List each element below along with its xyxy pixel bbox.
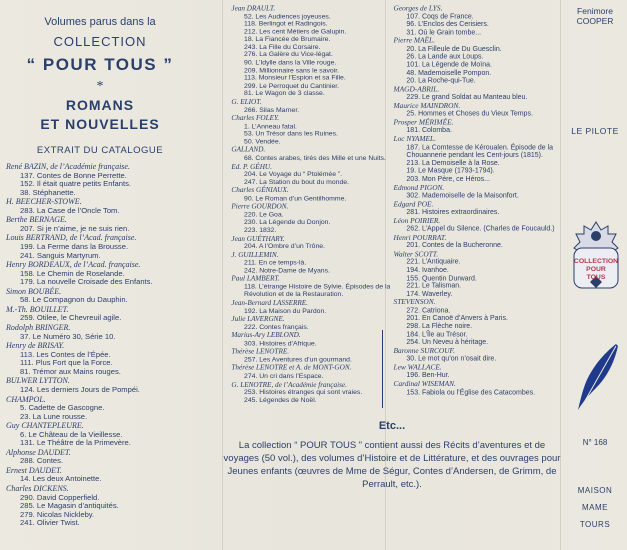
catalogue-entry: 279. Nicolas Nickleby. <box>20 509 95 519</box>
catalogue-author: Marius-Ary LEBLOND. <box>231 331 301 340</box>
catalogue-entry: 243. La Fille du Corsaire. <box>244 42 321 51</box>
catalogue-author: Lew WALLACE. <box>393 363 442 372</box>
publisher-line-maison: MAISON <box>577 486 613 495</box>
catalogue-author: Thérèse LENOTRE et A. de MONT-GON. <box>231 363 352 372</box>
catalogue-entry: 68. Contes arabes, tirés des Mille et une Nuits. <box>244 153 386 162</box>
catalogue-entry: 204. Le Voyage du “ Ptolémée ”. <box>244 169 343 178</box>
catalogue-entry: 26. La Lande aux Loups. <box>406 52 484 61</box>
feather-quill-icon <box>576 342 620 412</box>
catalogue-entry: 124. Les derniers Jours de Pompéi. <box>20 384 140 394</box>
catalogue-entry: 131. Le Théâtre de la Primevère. <box>20 438 131 448</box>
volume-number: N° 168 <box>582 438 608 447</box>
catalogue-entry: 31. Où le Grain tombe... <box>406 27 482 36</box>
catalogue-entry: 272. Catriona. <box>406 305 451 315</box>
catalogue-author: Jean-Bernard LASSERRE. <box>231 298 308 307</box>
collection-title: “ POUR TOUS ” <box>26 55 174 74</box>
catalogue-entry: 283. La Case de l’Oncle Tom. <box>20 205 120 215</box>
star-ornament: * <box>96 79 104 94</box>
catalogue-entry: 113. Les Contes de l’Épée. <box>20 349 111 359</box>
catalogue-author: BULWER LYTTON. <box>6 376 70 386</box>
catalogue-entry: 221. Le Talisman. <box>406 281 462 290</box>
catalogue-author: M.-Th. BOUILLET. <box>6 304 69 314</box>
catalogue-entry: 241. Olivier Twist. <box>20 518 80 528</box>
catalogue-author: Baronne SURCOUF. <box>393 346 455 355</box>
catalogue-entry: 199. La Ferme dans la Brousse. <box>20 241 129 251</box>
catalogue-author: Edmond PIGON. <box>393 183 445 192</box>
catalogue-author: René BAZIN, de l’Académie française. <box>6 162 130 171</box>
catalogue-entry: 113. Monsieur l’Espion et sa Fille. <box>244 73 346 82</box>
catalogue-entry: 81. Le Wagon de 3 classe. <box>244 89 325 98</box>
catalogue-entry: 213. La Demoiselle à la Rose. <box>406 158 500 167</box>
catalogue-author: Guy CHANTEPLEURE. <box>6 421 84 431</box>
catalogue-entry: 6. Le Château de la Vieillesse. <box>20 429 123 439</box>
catalogue-entry: 253. Histoires étranges qui sont vraies. <box>244 387 363 396</box>
catalogue-entry: 245. Légendes de Noël. <box>244 395 317 404</box>
catalogue-entry: 247. La Station du bout du monde. <box>244 177 349 186</box>
catalogue-entry: 38. Stéphanette. <box>20 187 76 197</box>
catalogue-entry: 137. Contes de Bonne Perrette. <box>20 170 127 180</box>
catalogue-author: G. LENOTRE, de l’Académie française. <box>231 380 347 389</box>
catalogue-entry: 50. Vendée. <box>244 137 281 146</box>
catalogue-author: Prosper MÉRIMÉE. <box>393 118 454 127</box>
catalogue-author: GALLAND. <box>231 145 266 154</box>
etc-label: Etc... <box>378 420 406 432</box>
catalogue-author: Pierre MAËL. <box>393 36 435 45</box>
catalogue-entry: 201. Contes de la Bucheronne. <box>406 240 503 250</box>
catalogue-entry: 211. En ce temps-là. <box>244 258 307 267</box>
emblem-line-pour: POUR <box>586 266 606 273</box>
catalogue-entry: 223. 1832. <box>244 225 277 234</box>
catalogue-entry: 30. Le mot qu’on n’osait dire. <box>406 354 497 363</box>
catalogue-author: Charles GÉNIAUX. <box>231 186 289 195</box>
catalogue-extract-heading: EXTRAIT DU CATALOGUE <box>36 145 164 156</box>
catalogue-entry: 209. Millionnaire sans le savoir. <box>244 65 340 74</box>
catalogue-author: Maurice MAINDRON. <box>393 101 461 110</box>
catalogue-entry: 53. Un Trésor dans les Ruines. <box>244 129 338 138</box>
catalogue-author: Julie LAVERGNE. <box>231 314 285 323</box>
catalogue-entry: 290. David Copperfield. <box>20 492 100 502</box>
intro-text: Volumes parus dans la <box>44 16 156 28</box>
catalogue-author: H. BEECHER-STOWE. <box>6 197 82 207</box>
catalogue-entry: 207. Si je n’aime, je ne suis rien. <box>20 223 130 233</box>
catalogue-entry: 229. Le grand Soldat au Manteau bleu. <box>406 92 528 101</box>
catalogue-author: Berthe BERNAGE. <box>6 215 67 225</box>
catalogue-author: Ernest DAUDET. <box>6 465 62 475</box>
catalogue-author: Paul LAMBERT. <box>231 274 280 283</box>
catalogue-entry: 221. L’Antiquaire. <box>406 257 461 266</box>
catalogue-entry: 118. Berlingot et Radingois. <box>244 19 328 28</box>
catalogue-entry: 181. Colomba. <box>406 125 452 135</box>
publisher-line-mame: MAME <box>582 503 608 512</box>
catalogue-entry: 25. Hommes et Choses du Vieux Temps. <box>406 109 533 118</box>
heading-nouvelles: ET NOUVELLES <box>40 116 160 132</box>
catalogue-author: Alphonse DAUDET. <box>6 447 71 457</box>
catalogue-entry: 14. Les deux Antoinette. <box>20 474 102 484</box>
catalogue-entry: 152. Il était quatre petits Enfants. <box>20 179 132 189</box>
catalogue-author: Léon POIRIER. <box>393 216 441 225</box>
emblem-line-collection: COLLECTION <box>573 258 619 265</box>
collection-footer <box>222 420 562 491</box>
catalogue-author: J. GUILLEMIN. <box>231 250 279 259</box>
catalogue-entry: 257. Les Aventures d’un gourmand. <box>244 355 352 364</box>
catalogue-entry: 37. Le Numéro 30, Série 10. <box>20 331 116 341</box>
bracket-divider <box>382 330 385 408</box>
catalogue-entry: 274. Un cri dans l’Espace. <box>244 371 324 380</box>
right-panel <box>388 4 556 430</box>
catalogue-entry: 192. La Maison du Pardon. <box>244 306 327 315</box>
catalogue-entry: 107. Coqs de France. <box>406 11 474 21</box>
catalogue-author: MAGD-ABRIL. <box>393 84 440 94</box>
catalogue-entry: 153. Fabiola ou l’Église des Catacombes. <box>406 387 536 396</box>
catalogue-entry: 196. Ben-Hur. <box>406 370 450 380</box>
collection-emblem-icon <box>568 218 624 294</box>
catalogue-author: Walter SCOTT. <box>393 249 439 259</box>
catalogue-entry: 187. La Comtesse de Kéroualen. Épisode de la Chouannerie pendant les Cent-jours (1815). <box>406 142 554 159</box>
catalogue-author: Charles DICKENS. <box>6 484 69 494</box>
catalogue-author: Louis BERTRAND, de l’Acad. française. <box>6 233 137 243</box>
heading-romans: ROMANS <box>65 97 135 113</box>
catalogue-author: Rodolph BRINGER. <box>6 323 71 333</box>
catalogue-entry: 5. Cadette de Gascogne. <box>20 403 105 412</box>
catalogue-entry: 203. Mon Père, ce Héros... <box>406 174 490 183</box>
catalogue-author: Jean GUÉTHARY. <box>231 234 285 243</box>
catalogue-entry: 288. Contes. <box>20 456 64 466</box>
catalogue-entry: 81. Trémor aux Mains rouges. <box>20 366 121 376</box>
catalogue-author: Thérèse LENOTRE. <box>231 347 290 356</box>
catalogue-entry: 299. Le Perroquet du Cantinier. <box>244 81 340 90</box>
catalogue-author: Cardinal WISEMAN. <box>393 379 456 389</box>
catalogue-author: Henry BORDEAUX, de l’Acad. française. <box>6 260 141 270</box>
catalogue-entry: 96. L’Enclos des Cerisiers. <box>406 19 489 29</box>
catalogue-entry: 194. Ivanhoe. <box>406 265 449 274</box>
catalogue-entry: 90. Le Roman d’un Gentilhomme. <box>244 193 347 202</box>
publisher-line-tours: TOURS <box>579 520 611 529</box>
catalogue-entry: 1. L’Anneau fatal. <box>244 121 297 130</box>
book-author <box>566 6 624 26</box>
catalogue-author: Charles FOLEY. <box>231 113 280 123</box>
catalogue-entry: 303. Histoires d’Afrique. <box>244 338 317 347</box>
catalogue-entry: 262. L’Appel du Silence. (Charles de Foucauld.) <box>406 224 555 233</box>
catalogue-author: Henri POURRAT. <box>393 233 447 242</box>
catalogue-author: Georges de LYS. <box>393 4 443 13</box>
catalogue-entry: 18. La Fiancée de Brumaire. <box>244 34 331 43</box>
catalogue-entry: 52. Les Audiences joyeuses. <box>244 11 331 20</box>
catalogue-entry: 212. Les cent Métiers de Galupin. <box>244 27 347 36</box>
catalogue-author: Ed. P. GÉHU. <box>231 162 272 171</box>
catalogue-entry: 184. L’Île au Trésor. <box>406 329 468 338</box>
collection-label: COLLECTION <box>53 34 147 49</box>
catalogue-entry: 23. La Lune rousse. <box>20 411 88 421</box>
catalogue-entry: 266. Silas Marner. <box>244 105 300 114</box>
footer-text: La collection “ POUR TOUS ” contient aussi des Récits d’aventures et de voyages (50 vol.), des volumes d’Histoire et de Littérature, et des ouvrages pour Jeunes enfants (œuvres de Mme de Ségur, Contes d’Andersen, de Grimm, de Perrault, etc.). <box>223 440 561 490</box>
right-catalogue-list <box>388 4 562 396</box>
catalogue-entry: 298. La Flèche noire. <box>406 321 473 331</box>
catalogue-entry: 101. La Légende de Moïna. <box>406 60 492 69</box>
author-first-name: Fenimore <box>577 6 613 16</box>
catalogue-entry: 201. En Canoë d’Anvers à Paris. <box>406 313 508 323</box>
catalogue-author: STEVENSON. <box>393 298 436 307</box>
catalogue-entry: 48. Mademoiselle Pompon. <box>406 68 492 77</box>
catalogue-entry: 222. Contes français. <box>244 322 309 331</box>
catalogue-entry: 155. Quentin Durward. <box>406 273 477 282</box>
catalogue-entry: 204. A l’Ombre d’un Trône. <box>244 241 326 250</box>
middle-panel <box>226 4 394 448</box>
left-panel <box>0 0 200 528</box>
catalogue-author: Jean DRAULT. <box>231 4 276 13</box>
catalogue-entry: 90. L’Idylle dans la Ville rouge. <box>244 58 337 67</box>
middle-catalogue-list <box>226 4 399 404</box>
catalogue-entry: 174. Waverley. <box>406 289 453 298</box>
catalogue-entry: 20. La Filleule de Du Guesclin. <box>406 44 502 53</box>
catalogue-entry: 254. Un Neveu à héritage. <box>406 337 489 346</box>
catalogue-entry: 158. Le Chemin de Roselande. <box>20 268 125 278</box>
catalogue-author: Pierre GOURDON. <box>231 202 289 211</box>
catalogue-entry: 220. Le Goa. <box>244 210 284 219</box>
catalogue-author: Edgard POE. <box>393 199 434 209</box>
catalogue-entry: 241. Sanguis Martyrum. <box>20 250 101 260</box>
catalogue-entry: 118. L’étrange Histoire de Sylvie. Épisodes de la Révolution et de la Restauration. <box>244 282 391 299</box>
catalogue-author: Simon BOUBÉE. <box>6 286 62 296</box>
publisher <box>566 482 624 533</box>
catalogue-author: Loc NYAMEL. <box>393 134 437 144</box>
catalogue-entry: 230. La Légende du Donjon. <box>244 217 331 226</box>
catalogue-entry: 302. Mademoiselle de la Maisonfort. <box>406 190 519 200</box>
catalogue-entry: 20. La Roche-qui-Tue. <box>406 75 476 85</box>
catalogue-entry: 281. Histoires extraordinaires. <box>406 207 500 216</box>
catalogue-entry: 19. Le Masque (1793-1794). <box>406 166 495 175</box>
emblem-line-tous: TOUS <box>586 274 606 281</box>
book-title: LE PILOTE <box>571 126 619 136</box>
catalogue-entry: 179. La nouvelle Croisade des Enfants. <box>20 277 153 287</box>
author-last-name: COOPER <box>576 16 614 26</box>
catalogue-author: G. ELIOT. <box>231 97 262 106</box>
catalogue-author: Henry de BRISAY. <box>6 341 65 351</box>
catalogue-entry: 58. Le Compagnon du Dauphin. <box>20 295 128 305</box>
emblem-label <box>568 258 624 282</box>
catalogue-entry: 242. Notre-Dame de Myans. <box>244 265 330 274</box>
catalogue-author: CHAMPOL. <box>6 394 46 404</box>
catalogue-entry: 285. Le Magasin d’antiquités. <box>20 501 119 511</box>
catalogue-entry: 276. La Galère du Vice-légat. <box>244 50 333 59</box>
left-catalogue-list <box>0 162 200 528</box>
catalogue-entry: 111. Plus Fort que la Force. <box>20 358 113 368</box>
catalogue-entry: 259. Otilee, le Chevreuil agile. <box>20 313 122 323</box>
